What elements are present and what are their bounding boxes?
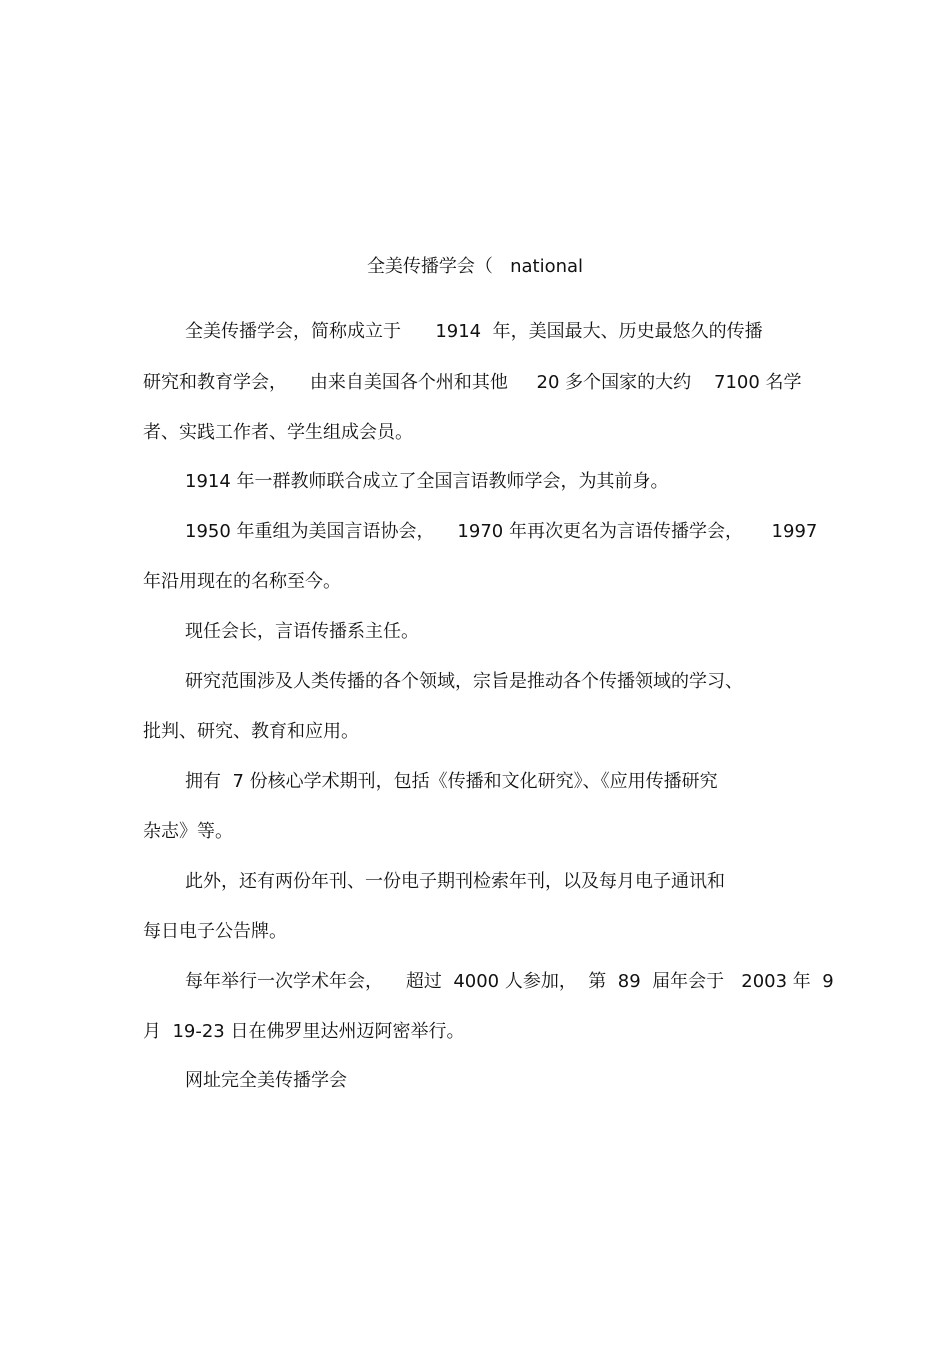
paragraph-line: 者、实践工作者、学生组成会员。 bbox=[143, 422, 413, 443]
paragraph-line: 批判、研究、教育和应用。 bbox=[143, 721, 359, 742]
paragraph-line: 杂志》等。 bbox=[143, 821, 233, 842]
paragraph-line: 月 19-23 日在佛罗里达州迈阿密举行。 bbox=[143, 1021, 465, 1042]
paragraph-line: 1950 年重组为美国言语协会， 1970 年再次更名为言语传播学会， 1997 bbox=[185, 521, 818, 542]
paragraph-line: 研究范围涉及人类传播的各个领域，宗旨是推动各个传播领域的学习、 bbox=[185, 671, 743, 692]
paragraph-line: 研究和教育学会， 由来自美国各个州和其他 20 多个国家的大约 7100 名学 bbox=[143, 372, 802, 393]
paragraph-line: 现任会长，言语传播系主任。 bbox=[185, 621, 419, 642]
paragraph-line: 1914 年一群教师联合成立了全国言语教师学会，为其前身。 bbox=[185, 471, 669, 492]
paragraph-line: 全美传播学会，简称成立于 1914 年，美国最大、历史最悠久的传播 bbox=[185, 321, 763, 342]
paragraph-line: 每日电子公告牌。 bbox=[143, 921, 287, 942]
paragraph-line: 年沿用现在的名称至今。 bbox=[143, 571, 341, 592]
paragraph-line: 网址完全美传播学会 bbox=[185, 1070, 347, 1091]
paragraph-line: 此外，还有两份年刊、一份电子期刊检索年刊，以及每月电子通讯和 bbox=[185, 871, 725, 892]
document-title: 全美传播学会（ national bbox=[366, 256, 584, 277]
paragraph-line: 每年举行一次学术年会， 超过 4000 人参加， 第 89 届年会于 2003 年 9 bbox=[185, 971, 834, 992]
paragraph-line: 拥有 7 份核心学术期刊，包括《传播和文化研究》、《应用传播研究 bbox=[185, 771, 718, 792]
